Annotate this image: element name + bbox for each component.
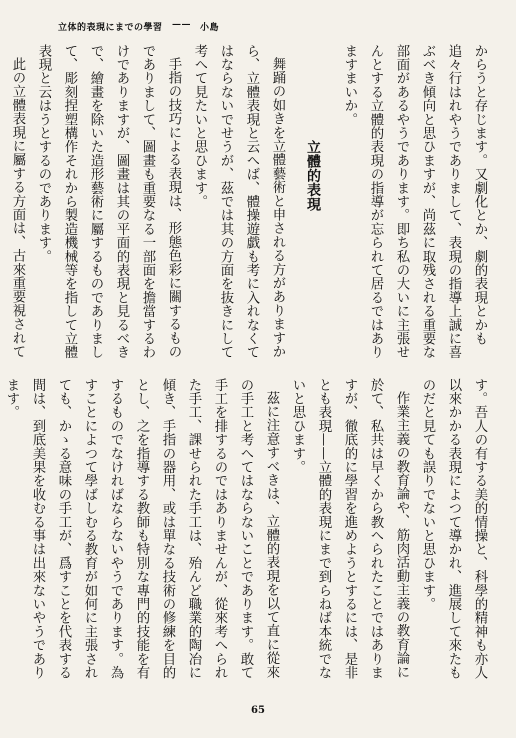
running-header-dash: —— bbox=[172, 20, 191, 30]
running-header-title: 立体的表現にまでの學習 bbox=[58, 23, 163, 33]
upper-paragraph-2: 舞踊の如きを立體藝術と申される方がありますから、立體表現と云へば、體操遊戯も考に入れなくてはならないでせうが、茲では其の方面を抜きにして考へて見たいと思ひます。 bbox=[192, 44, 285, 360]
lower-text-block bbox=[4, 378, 492, 680]
lower-paragraph-3: 茲に注意すべきは、立體的表現を以て直に從來の手工と考へてはならないことであります。敢て手工を排するのではありませんが、從來考へられた手工、課せられた手工は、殆んど職業的陶冶に傾き、手指の器用、或は單なる技術の修練を目的とし、之を指導する教師も特別な專門的技能を有するものでなければならないやうであります。為すことによつて學ばしむる教育が如何に主張されても、かゝる意味の手工が、爲すことを代表する間は、到底美果を收むる事は出來ないやうであります。 bbox=[4, 378, 279, 680]
section-heading: 立體的表現 bbox=[305, 140, 321, 212]
lower-paragraph-1: す。吾人の有する美的情操と、科學的精神も亦人以來かかる表現によつて導かれ、進展して來たものだと見ても誤りでないと思ひます。 bbox=[420, 378, 487, 680]
upper-text-block bbox=[10, 44, 492, 366]
running-header-author: 小島 bbox=[200, 23, 220, 33]
upper-paragraph-3: 手指の技巧による表現は、形態色彩に關するものでありまして、圖畫も重要なる一部面を擔當するわけでありますが、圖畫は其の平面的表現と見るべきで、繪畫を除いた造形藝術に屬するものでありまして、彫刻捏塑構作それから製造機械等を指して立體表現と云はうとするのであります。 bbox=[36, 44, 181, 360]
page-number: 65 bbox=[251, 705, 265, 716]
upper-paragraph-4: 此の立體表現に屬する方面は、古來重要視されて bbox=[10, 57, 25, 359]
lower-paragraph-2: 作業主義の教育論や、筋肉活動主義の教育論に於て、私共は早くから教へられたことではありますが、徹底的に學習を進めようとするには、是非とも表現——立體的表現にまで到らねば本統でないと思ひます。 bbox=[290, 378, 409, 680]
upper-paragraph-1: からうと存じます。又劇化とか、劇的表現とかも追々行はれやうでありまして、表現の指導上誠に喜ぶべき傾向と思ひますが、尚茲に取残される重要な部面があるやうであります。即ち私の大いに主張せんとする立體的表現の指導が忘られて居るではありますまいか。 bbox=[342, 44, 487, 360]
